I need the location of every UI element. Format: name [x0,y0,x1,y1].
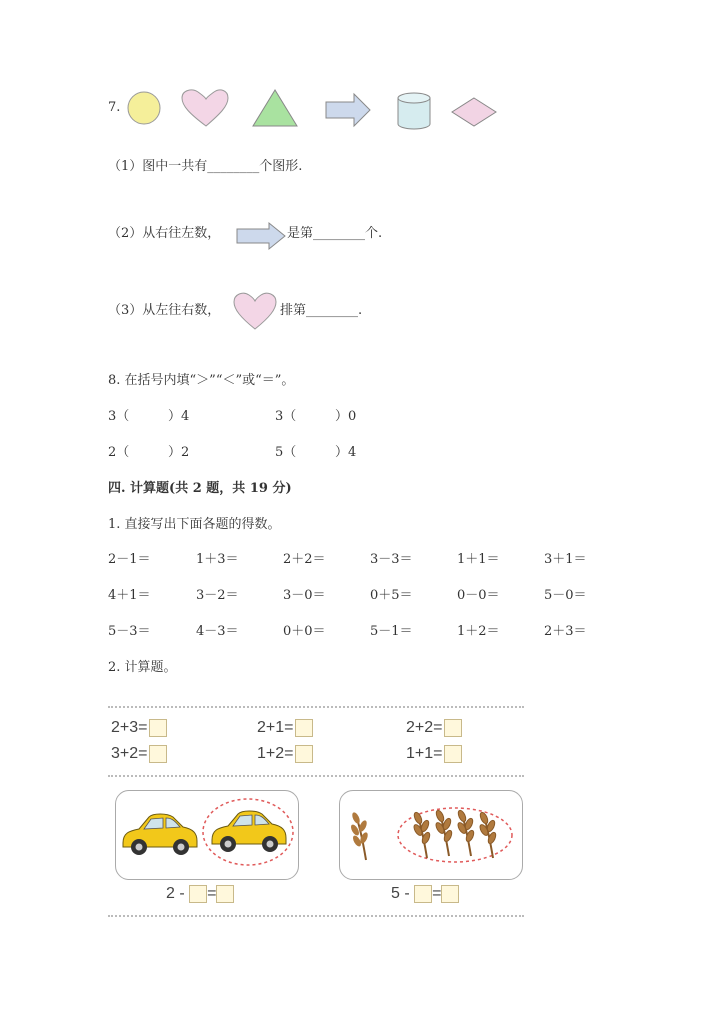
calc-r1-c1: 2－1＝ [108,552,151,567]
shapes-row [122,86,502,134]
circled-car-icon [200,796,296,868]
calc-r3-c4: 5－1＝ [370,624,413,639]
arrow-icon [235,221,287,251]
q7-sub3-suffix: 排第________. [280,303,363,318]
fig-calc-r1-c2: 2+1= [257,719,313,737]
car-equation: 2 - = [166,885,234,903]
calc-r1-c2: 1＋3＝ [196,552,239,567]
calc-r2-c5: 0－0＝ [457,588,500,603]
heart-icon [232,291,278,331]
calc-r1-c4: 3－3＝ [370,552,413,567]
calc-r3-c2: 4－3＝ [196,624,239,639]
q8-item-2-right: ）0 [335,409,357,424]
answer-box[interactable] [295,719,313,737]
q8-item-3-left: 2（ [108,445,130,460]
section-title: 四. 计算题(共 2 题，共 19 分) [108,481,292,496]
car-icon [117,805,201,861]
fig-calc-r1-c3: 2+2= [406,719,462,737]
q8-item-1-left: 3（ [108,409,130,424]
calc-r1-c3: 2＋2＝ [283,552,326,567]
q7-number: 7. [108,100,121,115]
arrow-icon [326,94,370,126]
q7-sub1: （1）图中一共有________个图形. [108,159,303,174]
equal-sign: = [432,885,442,903]
triangle-icon [253,90,297,126]
equal-sign: = [207,885,217,903]
q8-item-2-left: 3（ [275,409,297,424]
calc-r1-c5: 1＋1＝ [457,552,500,567]
answer-box[interactable] [414,885,432,903]
fig-calc-r2-c3: 1+1= [406,745,462,763]
answer-box[interactable] [444,745,462,763]
answer-box[interactable] [441,885,459,903]
calc-r2-c6: 5－0＝ [544,588,587,603]
heart-icon [182,90,228,126]
q8-item-4-right: ）4 [335,445,357,460]
q1-title: 1. 直接写出下面各题的得数。 [108,517,281,532]
diamond-icon [452,98,496,126]
calc-r3-c5: 1＋2＝ [457,624,500,639]
wheat-icon [346,808,382,862]
answer-box[interactable] [295,745,313,763]
circled-wheat-icon [395,804,515,866]
answer-box[interactable] [149,719,167,737]
q8-item-3-right: ）2 [168,445,190,460]
calc-r2-c1: 4＋1＝ [108,588,151,603]
answer-box[interactable] [189,885,207,903]
q8-item-4-left: 5（ [275,445,297,460]
answer-box[interactable] [216,885,234,903]
calc-r2-c4: 0＋5＝ [370,588,413,603]
calc-r2-c3: 3－0＝ [283,588,326,603]
q7-sub3-prefix: （3）从左往右数， [108,303,221,318]
calc-r3-c6: 2＋3＝ [544,624,587,639]
divider [108,775,524,777]
answer-box[interactable] [444,719,462,737]
q7-sub2-suffix: 是第________个. [287,226,383,241]
q8-item-1-right: ）4 [168,409,190,424]
divider [108,706,524,708]
circle-icon [128,92,160,124]
answer-box[interactable] [149,745,167,763]
fig-calc-r2-c1: 3+2= [111,745,167,763]
fig-calc-r2-c2: 1+2= [257,745,313,763]
calc-r1-c6: 3＋1＝ [544,552,587,567]
calc-r2-c2: 3－2＝ [196,588,239,603]
fig-calc-r1-c1: 2+3= [111,719,167,737]
calc-r3-c1: 5－3＝ [108,624,151,639]
calc-r3-c3: 0＋0＝ [283,624,326,639]
q2-title: 2. 计算题。 [108,660,177,675]
divider [108,915,524,917]
wheat-equation: 5 - = [391,885,459,903]
q8-title: 8. 在括号内填“＞”“＜”或“＝”。 [108,373,295,388]
cylinder-icon [398,93,430,129]
q7-sub2-prefix: （2）从右往左数， [108,226,221,241]
